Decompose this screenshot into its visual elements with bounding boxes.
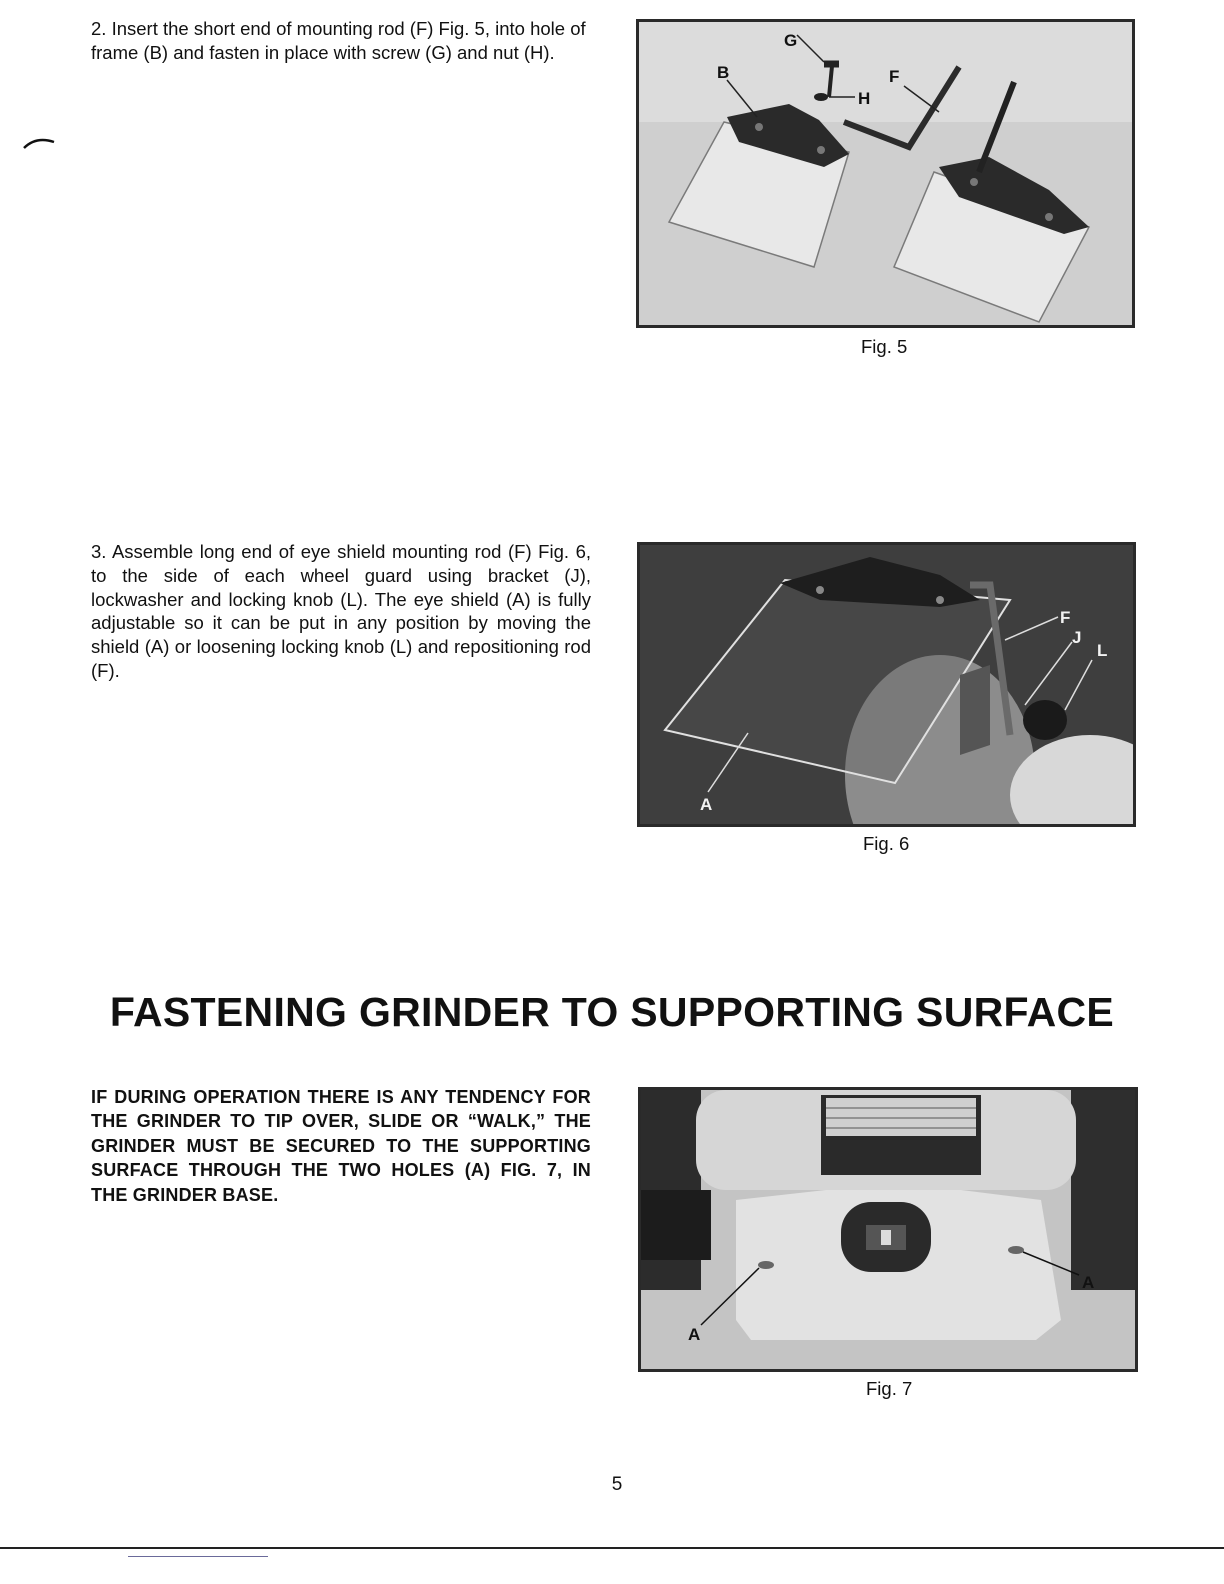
mounting-hole-left (758, 1261, 774, 1269)
fig5-label-g: G (784, 31, 798, 50)
grinder-base (736, 1190, 1061, 1340)
section-heading: FASTENING GRINDER TO SUPPORTING SURFACE (109, 989, 1115, 1035)
grinder-motor-housing (696, 1090, 1076, 1190)
fig5-label-h: H (858, 89, 871, 108)
page-number: 5 (611, 1474, 623, 1495)
warning-text: IF DURING OPERATION THERE IS ANY TENDENCY FOR THE GRINDER TO TIP OVER, SLIDE OR “WALK,” THE GRINDER MUST BE SECURED TO THE SUPPORTING SURFACE THROUGH THE TWO HOLES (A) FIG. 7, IN THE GRINDER BASE. (91, 1087, 591, 1205)
figure-7-caption: Fig. 7 (866, 1378, 913, 1399)
grinder-right-wheel (1071, 1090, 1135, 1290)
fig7-label-a-left: A (688, 1325, 701, 1344)
figure-6-caption: Fig. 6 (863, 833, 910, 854)
stray-pen-mark (22, 134, 56, 150)
fig6-label-f: F (1060, 608, 1071, 627)
fig6-label-l: L (1097, 641, 1108, 660)
step-3-text: 3. Assemble long end of eye shield mounting rod (F) Fig. 6, to the side of each wheel guard using bracket (J), lockwasher and locking knob (L). The eye shield (A) is fully adjustable so it can be put in any position by moving the shield (A) or loosening locking knob (L) and repositioning rod (F). (91, 541, 591, 681)
fig6-label-a: A (700, 795, 713, 814)
figure-5-photo (636, 19, 1135, 328)
fig6-label-j: J (1072, 628, 1082, 647)
figure-7-photo (638, 1087, 1138, 1372)
step-2-text: 2. Insert the short end of mounting rod (F) Fig. 5, into hole of frame (B) and fasten in place with screw (G) and nut (H). (91, 18, 586, 63)
fig5-label-b: B (717, 63, 730, 82)
footer-rule (0, 1547, 1224, 1549)
footer-rule-short (128, 1556, 268, 1557)
fig7-label-a-right: A (1082, 1273, 1095, 1292)
nut-h (814, 93, 828, 101)
figure-6-photo (637, 542, 1136, 827)
mounting-hole-right (1008, 1246, 1024, 1254)
fig5-label-f: F (889, 67, 900, 86)
figure-5-caption: Fig. 5 (861, 336, 908, 357)
